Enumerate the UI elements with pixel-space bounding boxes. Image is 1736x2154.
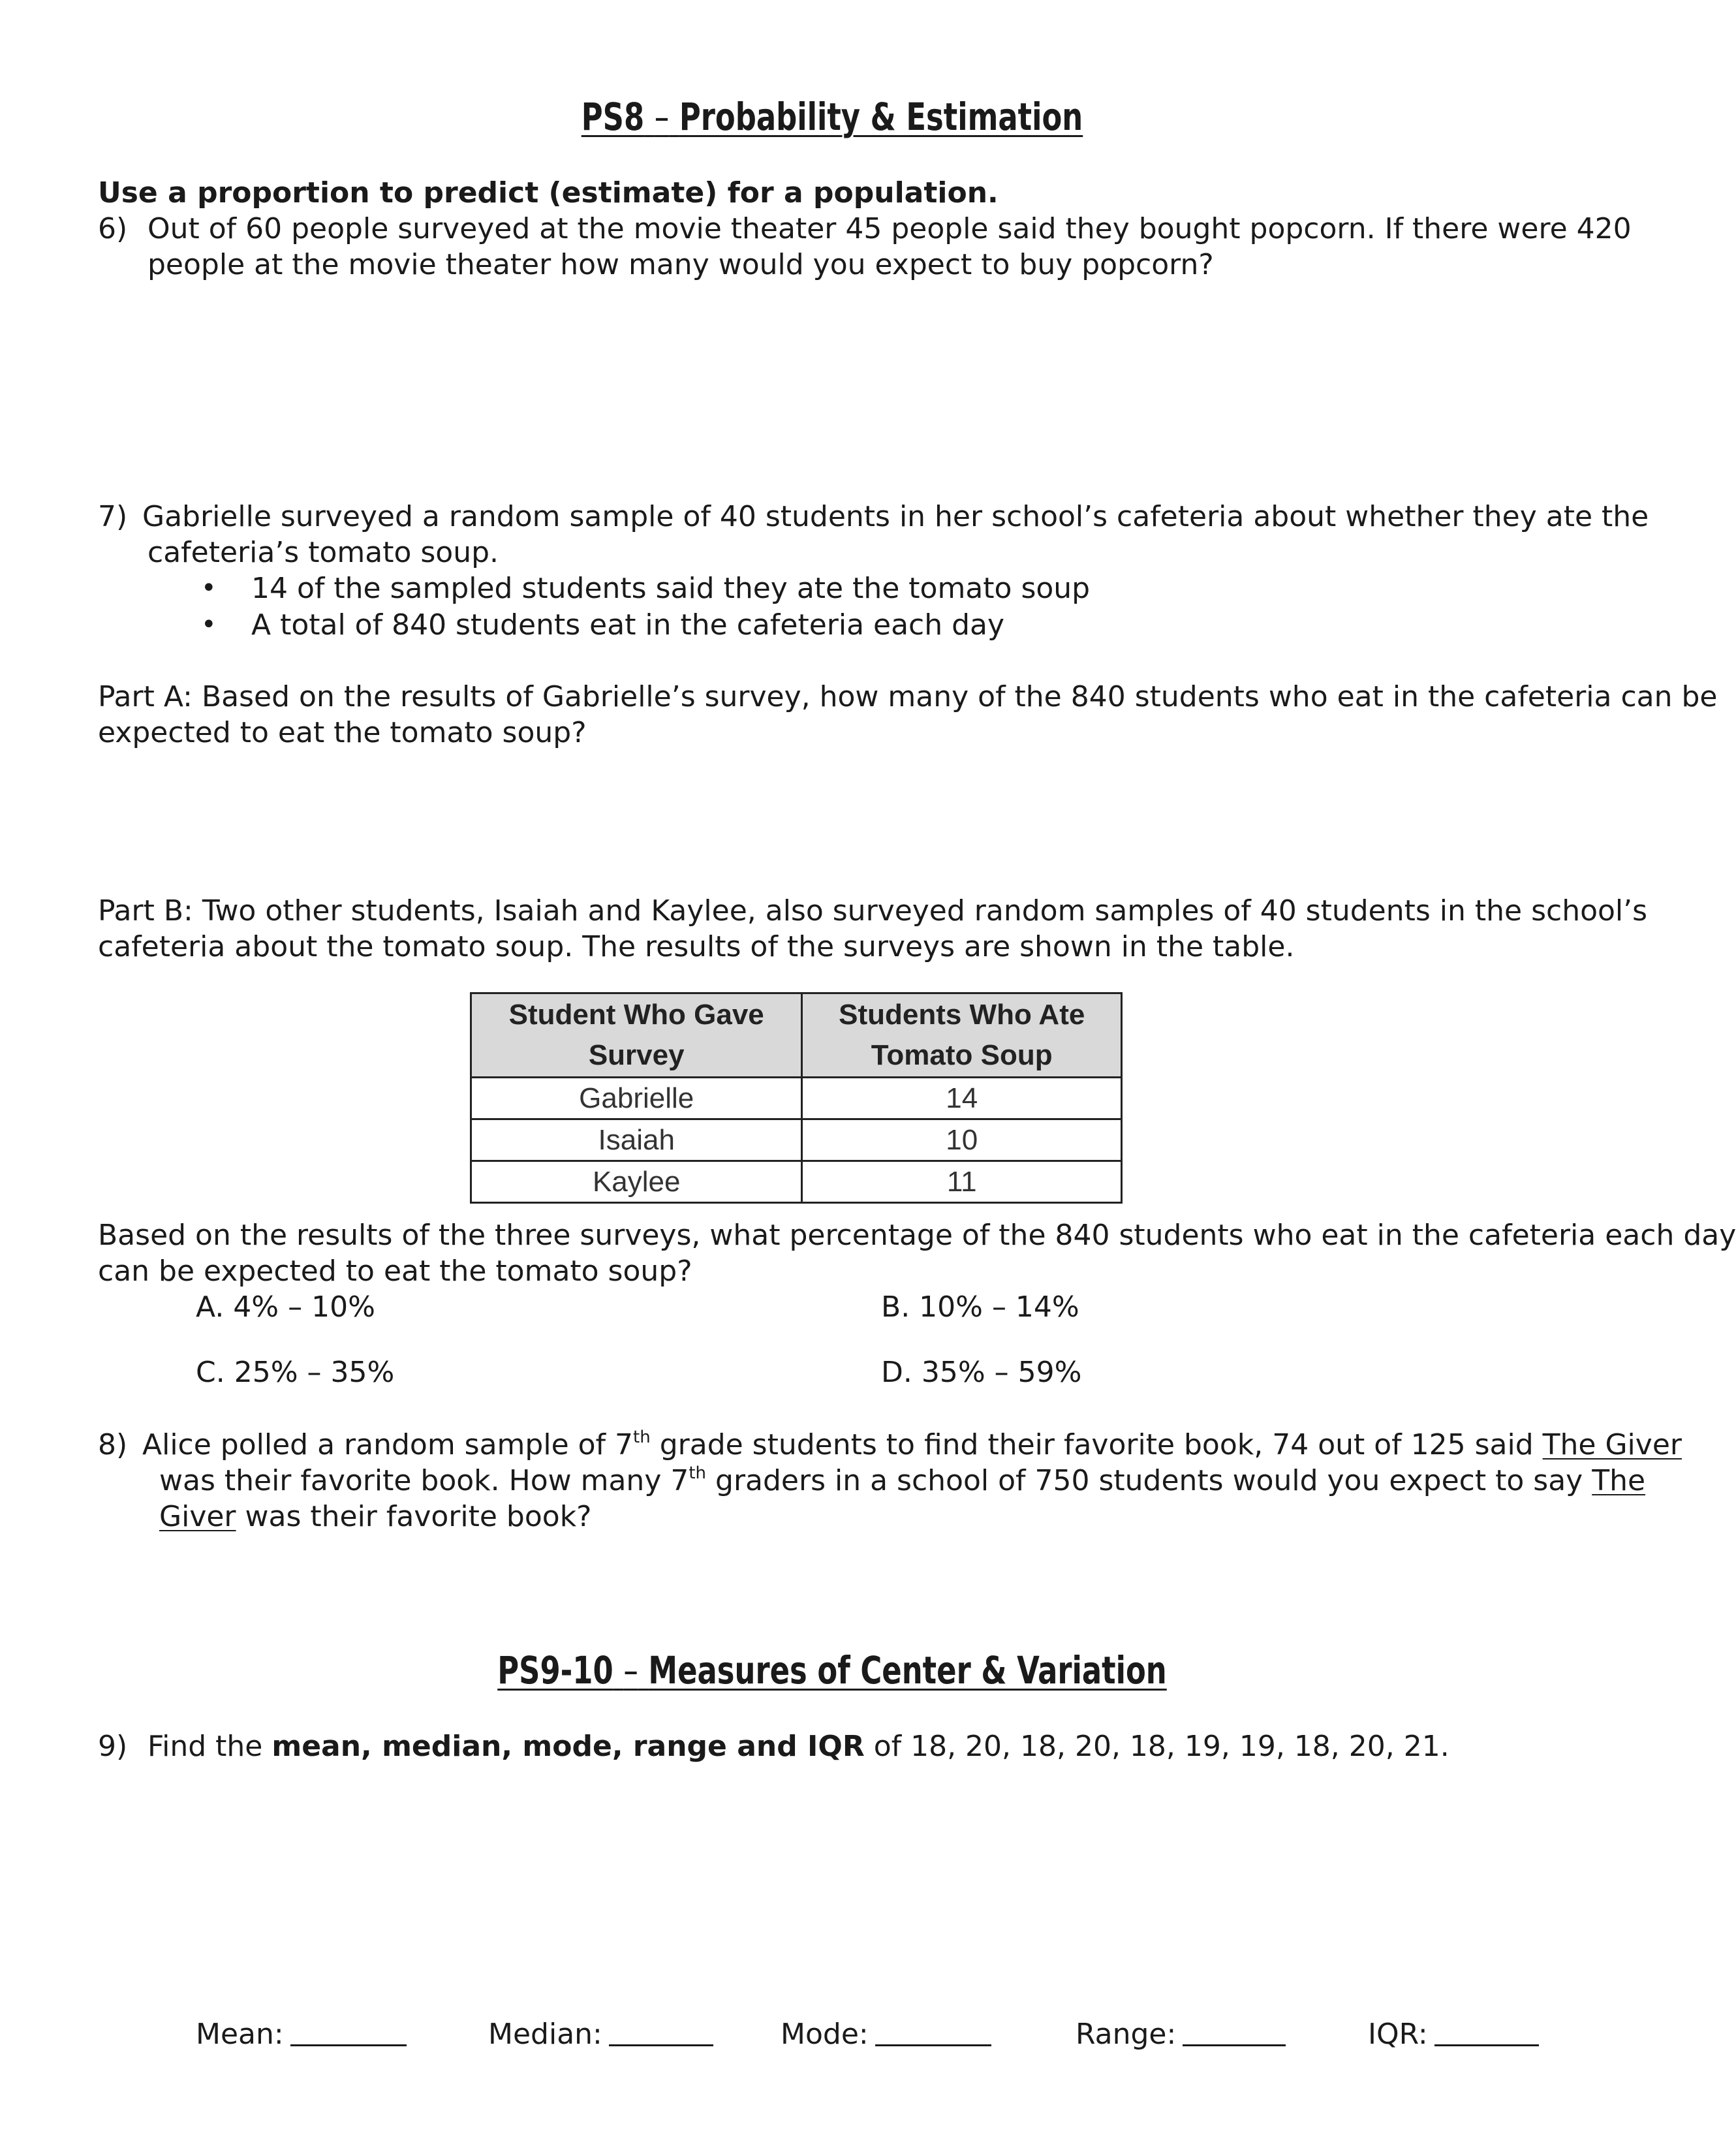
mode-blank[interactable] (875, 2016, 991, 2046)
choice-letter: B (881, 1290, 901, 1324)
table-row (471, 1078, 1122, 1119)
bullet-dot: • (201, 610, 217, 640)
answer-iqr (1368, 2016, 1539, 2052)
survey-results-table (470, 992, 1123, 1204)
superscript-th: th (689, 1463, 707, 1483)
choice-letter: A (196, 1290, 215, 1324)
table-cell-count: 14 (802, 1078, 1122, 1119)
ps9-title-text: Measures of Center & Variation (648, 1648, 1167, 1693)
answer-median (488, 2016, 713, 2052)
ps9-section-title (117, 1648, 1548, 1693)
q7-partA-line-2: expected to eat the tomato soup? (98, 716, 587, 749)
q8-text: Alice polled a random sample of 7 (142, 1428, 634, 1461)
iqr-blank[interactable] (1434, 2016, 1539, 2046)
choice-c[interactable] (196, 1354, 394, 1390)
range-blank[interactable] (1183, 2016, 1286, 2046)
bullet-dot: • (201, 573, 217, 603)
answer-range (1076, 2016, 1286, 2052)
median-blank[interactable] (609, 2016, 713, 2046)
q8-text: was their favorite book? (236, 1500, 592, 1533)
choice-letter: D (881, 1356, 903, 1389)
superscript-th: th (633, 1428, 651, 1447)
q8-line-2 (159, 1463, 1645, 1499)
choice-letter: C (196, 1356, 216, 1389)
choice-d[interactable] (881, 1354, 1081, 1390)
q8-text: graders in a school of 750 students would you expect to say (706, 1464, 1592, 1497)
q7-number: 7) (98, 500, 128, 533)
q7-line-2: cafeteria’s tomato soup. (147, 536, 499, 569)
q6-number: 6) (98, 212, 128, 245)
q8-text: was their favorite book. How many 7 (159, 1464, 689, 1497)
header-line: Student Who Gave (508, 999, 764, 1031)
choice-text: . 10% – 14% (901, 1290, 1079, 1324)
q6-line-2: people at the movie theater how many would you expect to buy popcorn? (147, 248, 1214, 281)
table-cell-student: Kaylee (471, 1161, 802, 1203)
answer-label: Median: (488, 2018, 602, 2051)
header-line: Tomato Soup (871, 1039, 1053, 1071)
choice-text: . 35% – 59% (903, 1356, 1082, 1389)
header-line: Students Who Ate (839, 999, 1085, 1031)
q8-text: grade students to find their favorite book, 74 out of 125 said (650, 1428, 1543, 1461)
choice-b[interactable] (881, 1289, 1079, 1325)
table-cell-student: Isaiah (471, 1119, 802, 1161)
q7-line-1: Gabrielle surveyed a random sample of 40 students in her school’s cafeteria about whether they ate the (142, 500, 1649, 533)
answer-mode (781, 2016, 991, 2052)
table-header-row (471, 993, 1122, 1078)
choice-a[interactable] (196, 1289, 375, 1325)
book-title: Giver (159, 1500, 236, 1533)
ps9-title-dash: – (623, 1648, 638, 1693)
q7-partB-line-2: cafeteria about the tomato soup. The results of the surveys are shown in the table. (98, 930, 1295, 963)
answer-label: Mean: (196, 2018, 284, 2051)
table-header-cell (471, 993, 802, 1078)
q9-text: of 18, 20, 18, 20, 18, 19, 19, 18, 20, 21. (864, 1730, 1449, 1763)
ps8-title-text: Probability & Estimation (679, 95, 1083, 139)
ps8-section-title (117, 95, 1548, 139)
q8-number: 8) (98, 1428, 128, 1461)
q9-bold-text: mean, median, mode, range and IQR (271, 1730, 865, 1763)
table-cell-count: 10 (802, 1119, 1122, 1161)
answer-label: IQR: (1368, 2018, 1428, 2051)
table-header-cell (802, 993, 1122, 1078)
q7-partA-line-1: Part A: Based on the results of Gabrielle’s survey, how many of the 840 students who eat in the cafeteria can be (98, 680, 1718, 713)
q8-line-3 (159, 1499, 592, 1535)
q8-line-1 (142, 1427, 1682, 1463)
q7-bullet-1: 14 of the sampled students said they ate the tomato soup (251, 572, 1091, 605)
q9-line (147, 1728, 1449, 1764)
choice-text: . 25% – 35% (215, 1356, 395, 1389)
choice-text: . 4% – 10% (215, 1290, 375, 1324)
table-row (471, 1161, 1122, 1203)
ps9-title-code: PS9-10 (497, 1648, 613, 1693)
q6-line-1: Out of 60 people surveyed at the movie theater 45 people said they bought popcorn. If there were 420 (147, 212, 1632, 245)
table-row (471, 1119, 1122, 1161)
q9-text: Find the (147, 1730, 272, 1763)
q7-partB-question-line-2: can be expected to eat the tomato soup? (98, 1255, 692, 1288)
q9-number: 9) (98, 1730, 128, 1763)
header-line: Survey (588, 1039, 685, 1071)
book-title: The (1592, 1464, 1646, 1497)
q7-partB-question-line-1: Based on the results of the three surveys, what percentage of the 840 students who eat in the cafeteria each day (98, 1219, 1736, 1252)
answer-mean (196, 2016, 407, 2052)
ps8-instruction: Use a proportion to predict (estimate) for a population. (98, 176, 999, 210)
ps8-title-code: PS8 (581, 95, 645, 139)
answer-label: Mode: (781, 2018, 869, 2051)
book-title: The Giver (1542, 1428, 1682, 1461)
answer-label: Range: (1076, 2018, 1177, 2051)
ps8-title-dash: – (654, 95, 670, 139)
q7-partB-line-1: Part B: Two other students, Isaiah and Kaylee, also surveyed random samples of 40 students in the school’s (98, 894, 1648, 928)
table-cell-student: Gabrielle (471, 1078, 802, 1119)
mean-blank[interactable] (290, 2016, 407, 2046)
q7-bullet-2: A total of 840 students eat in the cafeteria each day (251, 608, 1005, 642)
table-cell-count: 11 (802, 1161, 1122, 1203)
